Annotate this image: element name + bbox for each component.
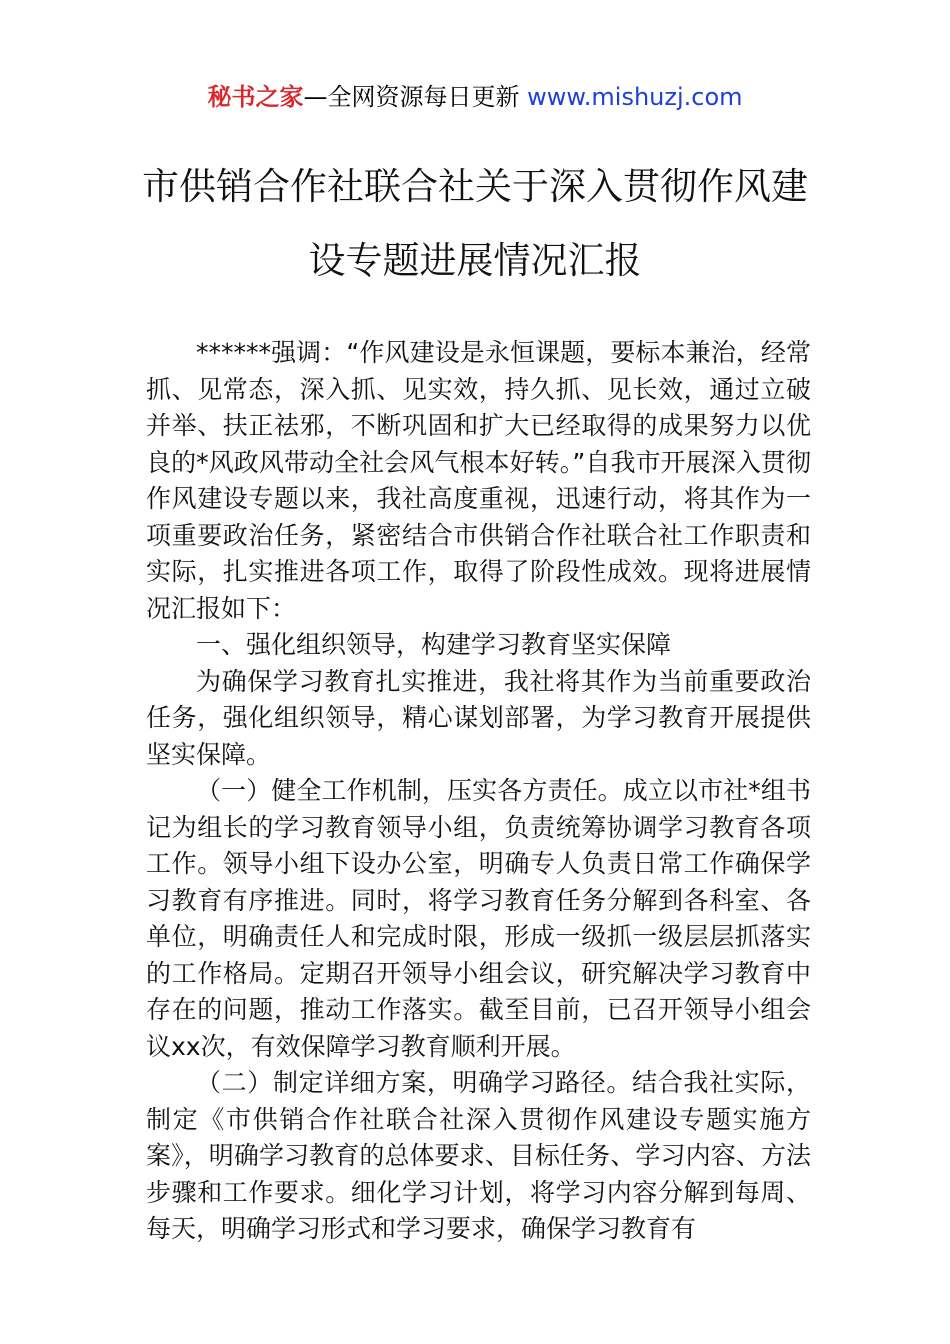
section-heading-1: 一、强化组织领导，构建学习教育坚实保障 <box>196 630 672 659</box>
title-line-1: 市供销合作社联合社关于深入贯彻作风建 <box>142 165 808 208</box>
brand-name: 秘书之家 <box>207 83 304 111</box>
site-url[interactable]: www.mishuzj.com <box>527 83 743 111</box>
paragraph-intro: ******强调：“作风建设是永恒课题，要标本兼治，经常抓、见常态，深入抓、见实效，持久抓、见长效，通过立破并举、扶正祛邪，不断巩固和扩大已经取得的成果努力以优良的*风政风带动全社会风气根本好转。”自我市开展深入贯彻作风建设专题以来，我社高度重视，迅速行动，将其作为一项重要政治任务，紧密结合市供销合作社联合社工作职责和实际，扎实推进各项工作，取得了阶段性成效。现将进展情况汇报如下： <box>146 338 811 623</box>
document-title <box>0 150 950 298</box>
title-line-2: 设专题进展情况汇报 <box>308 239 642 282</box>
paragraph-subsection-2: （二）制定详细方案，明确学习路径。结合我社实际，制定《市供销合作社联合社深入贯彻作风建设专题实施方案》，明确学习教育的总体要求、目标任务、学习内容、方法步骤和工作要求。细化学习计划，将学习内容分解到每周、每天，明确学习形式和学习要求，确保学习教育有 <box>146 1068 811 1243</box>
site-tagline: —全网资源每日更新 <box>303 83 528 111</box>
paragraph-section-1-intro: 为确保学习教育扎实推进，我社将其作为当前重要政治任务，强化组织领导，精心谋划部署，为学习教育开展提供坚实保障。 <box>146 666 811 769</box>
site-header <box>0 80 950 114</box>
paragraph-subsection-1: （一）健全工作机制，压实各方责任。成立以市社*组书记为组长的学习教育领导小组，负责统筹协调学习教育各项工作。领导小组下设办公室，明确专人负责日常工作确保学习教育有序推进。同时，将学习教育任务分解到各科室、各单位，明确责任人和完成时限，形成一级抓一级层层抓落实的工作格局。定期召开领导小组会议，研究解决学习教育中存在的问题，推动工作落实。截至目前，已召开领导小组会议xx次，有效保障学习教育顺利开展。 <box>146 776 811 1061</box>
document-body <box>146 335 811 1248</box>
